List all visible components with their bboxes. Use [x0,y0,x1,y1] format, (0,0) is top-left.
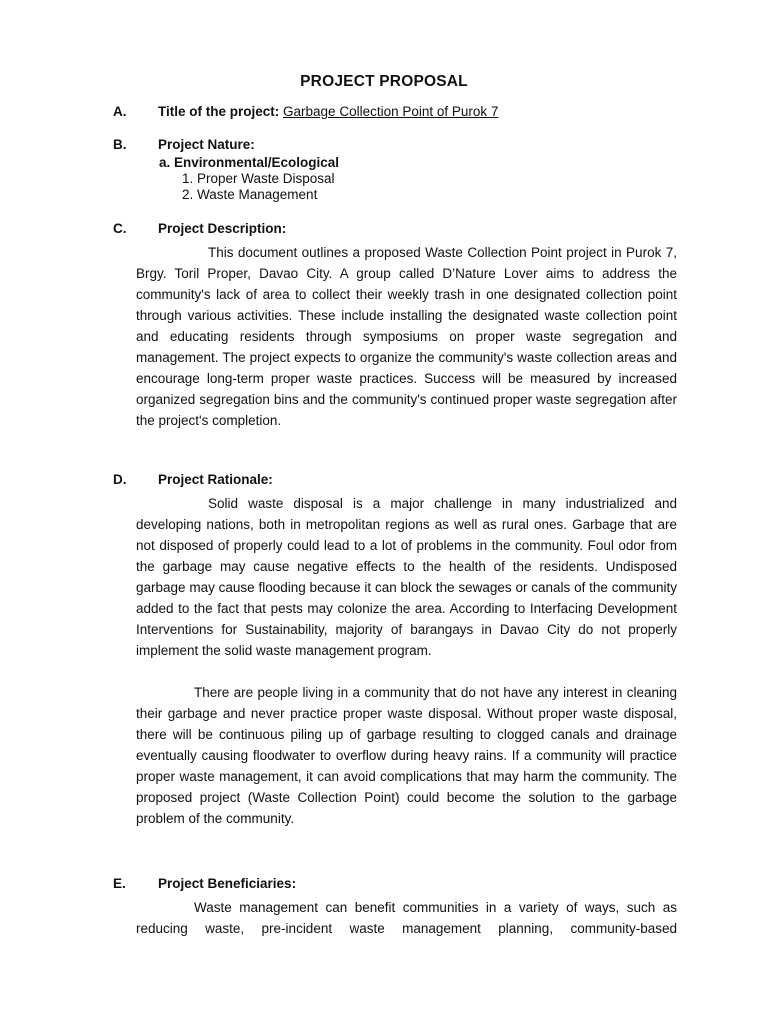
description-paragraph: This document outlines a proposed Waste Collection Point project in Purok 7, Brgy. Toril Proper, Davao City. A group called D’Nature Lover aims to address the community's lack of area to collect their weekly trash in one designated collection point through various activities. These include installing the designated waste collection point and educating residents through symposiums on proper waste segregation and management. The project expects to organize the community's waste collection areas and encourage long-term proper waste practices. Success will be measured by increased organized segregation bins and the community's continued proper waste segregation after the project's completion. [136,245,677,428]
section-a-letter: A. [113,104,127,119]
nature-category: a. Environmental/Ecological [159,155,340,170]
section-d-heading [113,472,273,487]
section-b-label: Project Nature: [158,137,255,152]
section-d-label: Project Rationale: [158,472,273,487]
section-e-heading [113,876,296,891]
section-b-letter: B. [113,137,127,152]
section-d-letter: D. [113,472,127,487]
rationale-paragraph-2: There are people living in a community that do not have any interest in cleaning their garbage and never practice proper waste disposal. Without proper waste disposal, there will be continuous piling up of garbage resulting to clogged canals and drainage eventually causing floodwater to overflow during heavy rains. If a community will practice proper waste management, it can avoid complications that may harm the community. The proposed project (Waste Collection Point) could become the solution to the garbage problem of the community. [136,685,677,826]
beneficiaries-paragraph: Waste management can benefit communities in a variety of ways, such as reducing waste, pre-incident waste management planning, community-based [136,900,677,936]
project-title-value: Garbage Collection Point of Purok 7 [283,104,499,119]
section-c-letter: C. [113,221,127,236]
section-c-heading [113,221,286,236]
nature-item-1: 1. Proper Waste Disposal [182,171,335,186]
section-b-heading [113,137,255,152]
section-a-heading [113,104,498,119]
section-e-label: Project Beneficiaries: [158,876,297,891]
section-c-label: Project Description: [158,221,287,236]
section-e-letter: E. [113,876,126,891]
section-a-label: Title of the project: [158,104,280,119]
rationale-paragraph-1: Solid waste disposal is a major challenge in many industrialized and developing nations, both in metropolitan regions as well as rural ones. Garbage that are not disposed of properly could lead to a lot of problems in the community. Foul odor from the garbage may cause negative effects to the health of the residents. Undisposed garbage may cause flooding because it can block the sewages or canals of the community added to the fact that pests may colonize the area. According to Interfacing Development Interventions for Sustainability, majority of barangays in Davao City do not properly implement the solid waste management program. [136,496,677,658]
page-title: PROJECT PROPOSAL [300,73,468,90]
nature-item-2: 2. Waste Management [182,187,318,202]
